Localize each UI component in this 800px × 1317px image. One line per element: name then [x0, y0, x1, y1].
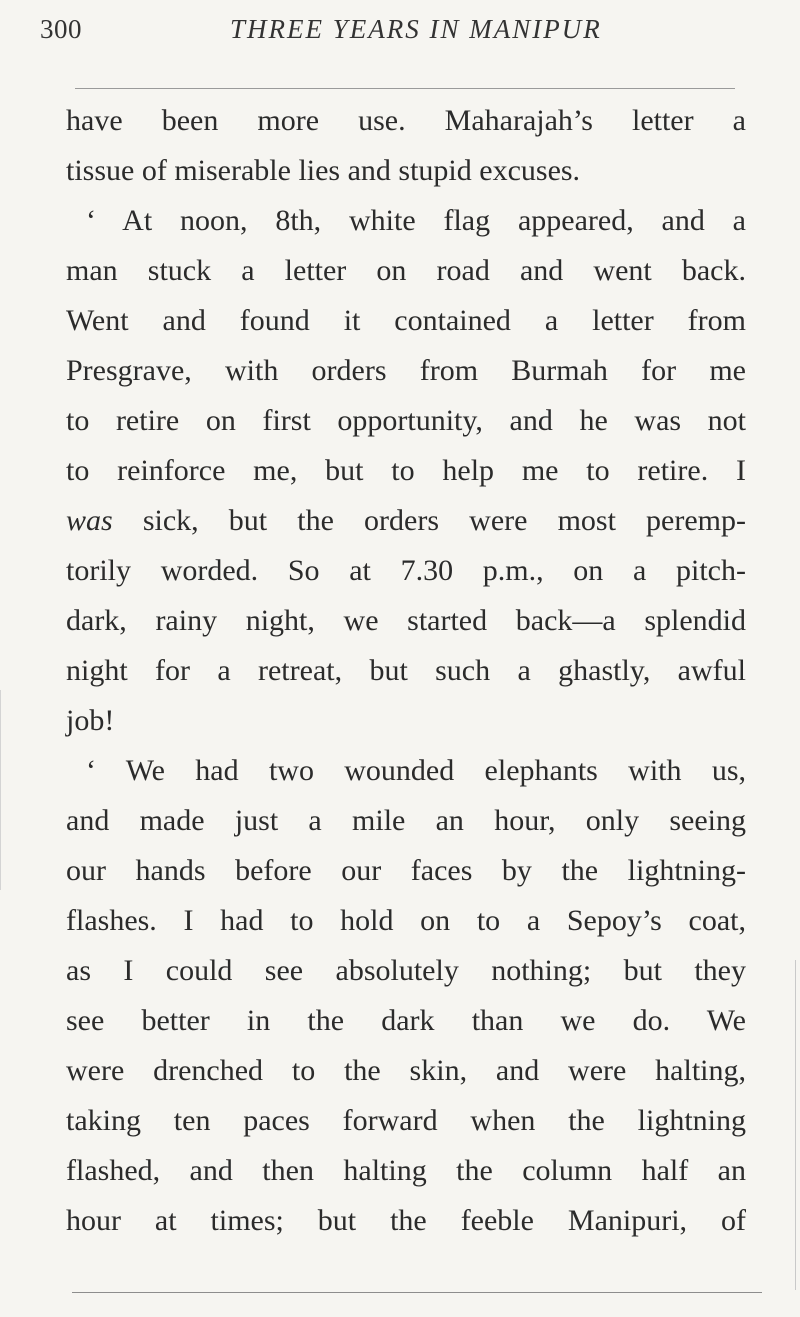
text-line: flashes. I had to hold on to a Sepoy’s coat, [66, 904, 746, 937]
text-line: tissue of miserable lies and stupid excuses. [66, 154, 581, 187]
page-edge [795, 960, 796, 1290]
page-number: 300 [40, 14, 82, 44]
running-title: THREE YEARS IN MANIPUR [230, 14, 602, 44]
text-line: were drenched to the skin, and were halting, [66, 1054, 746, 1087]
text-line: man stuck a letter on road and went back. [66, 254, 746, 287]
text-line: torily worded. So at 7.30 p.m., on a pitch- [66, 554, 746, 587]
text-line: as I could see absolutely nothing; but they [66, 954, 746, 987]
text-line: our hands before our faces by the lightning- [66, 854, 746, 887]
header-rule [75, 88, 735, 89]
text-line: ‘ We had two wounded elephants with us, [86, 754, 746, 787]
text-line: see better in the dark than we do. We [66, 1004, 746, 1037]
footer-rule [72, 1292, 762, 1293]
text-line: Presgrave, with orders from Burmah for me [66, 354, 746, 387]
text-line: have been more use. Maharajah’s letter a [66, 104, 746, 137]
page-edge [0, 690, 1, 890]
emphasis: was [66, 504, 113, 537]
text-line: ‘ At noon, 8th, white flag appeared, and a [86, 204, 746, 237]
text-line: night for a retreat, but such a ghastly, awful [66, 654, 746, 687]
text-line: and made just a mile an hour, only seeing [66, 804, 746, 837]
text-line: to reinforce me, but to help me to retire. I [66, 454, 746, 487]
text-line: dark, rainy night, we started back—a splendid [66, 604, 746, 637]
text-line: job! [66, 704, 115, 737]
text-line: hour at times; but the feeble Manipuri, of [66, 1204, 746, 1237]
text-line: flashed, and then halting the column half an [66, 1154, 746, 1187]
text-line: taking ten paces forward when the lightning [66, 1104, 746, 1137]
body-text [66, 96, 746, 1246]
text-line: to retire on first opportunity, and he was not [66, 404, 746, 437]
text-line: Went and found it contained a letter from [66, 304, 746, 337]
text-line: was sick, but the orders were most peremp- [66, 504, 746, 537]
page-header [40, 14, 740, 54]
